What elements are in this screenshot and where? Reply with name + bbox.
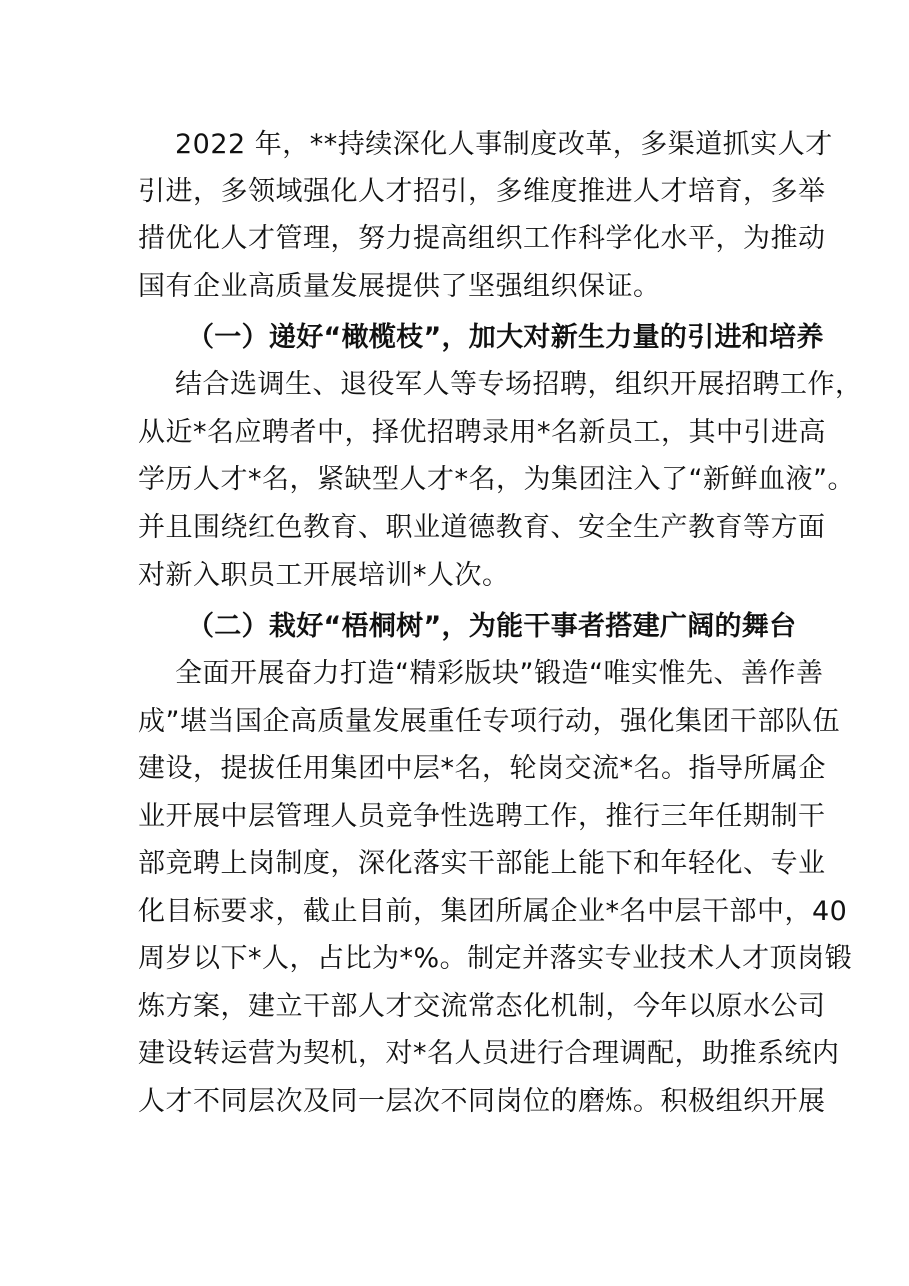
paragraph-line: 周岁以下*人，占比为*%。制定并落实专业技术人才顶岗锻 bbox=[138, 943, 853, 974]
paragraph-line: 措优化人才管理，努力提高组织工作科学化水平，为推动 bbox=[138, 223, 826, 254]
paragraph-line: 部竞聘上岗制度，深化落实干部能上能下和年轻化、专业 bbox=[138, 848, 826, 879]
paragraph-line: 炼方案，建立干部人才交流常态化机制，今年以原水公司 bbox=[138, 991, 826, 1022]
paragraph-line: 人才不同层次及同一层次不同岗位的磨炼。积极组织开展 bbox=[138, 1086, 826, 1117]
paragraph-line: 引进，多领域强化人才招引，多维度推进人才培育，多举 bbox=[138, 176, 826, 207]
paragraph-line: 建设转运营为契机，对*名人员进行合理调配，助推系统内 bbox=[138, 1038, 840, 1069]
paragraph-line: 全面开展奋力打造“精彩版块”锻造“唯实惟先、善作善 bbox=[175, 658, 824, 689]
paragraph-line: 化目标要求，截止目前，集团所属企业*名中层干部中，40 bbox=[138, 896, 848, 927]
section-heading-1: （一）递好“橄榄枝”，加大对新生力量的引进和培养 bbox=[187, 322, 824, 353]
paragraph-line: 业开展中层管理人员竞争性选聘工作，推行三年任期制干 bbox=[138, 801, 826, 832]
paragraph-line: 成”堪当国企高质量发展重任专项行动，强化集团干部队伍 bbox=[138, 706, 840, 737]
paragraph-line: 2022 年，**持续深化人事制度改革，多渠道抓实人才 bbox=[175, 129, 833, 160]
paragraph-line: 结合选调生、退役军人等专场招聘，组织开展招聘工作， bbox=[175, 369, 863, 400]
paragraph-line: 对新入职员工开展培训*人次。 bbox=[138, 560, 510, 591]
paragraph-line: 建设，提拔任用集团中层*名，轮岗交流*名。指导所属企 bbox=[138, 753, 826, 784]
paragraph-line: 学历人才*名，紧缺型人才*名，为集团注入了“新鲜血液”。 bbox=[138, 464, 855, 495]
paragraph-line: 国有企业高质量发展提供了坚强组织保证。 bbox=[138, 271, 661, 302]
paragraph-line: 并且围绕红色教育、职业道德教育、安全生产教育等方面 bbox=[138, 512, 826, 543]
paragraph-line: 从近*名应聘者中，择优招聘录用*名新员工，其中引进高 bbox=[138, 417, 826, 448]
section-heading-2: （二）栽好“梧桐树”，为能干事者搭建广阔的舞台 bbox=[187, 611, 797, 642]
